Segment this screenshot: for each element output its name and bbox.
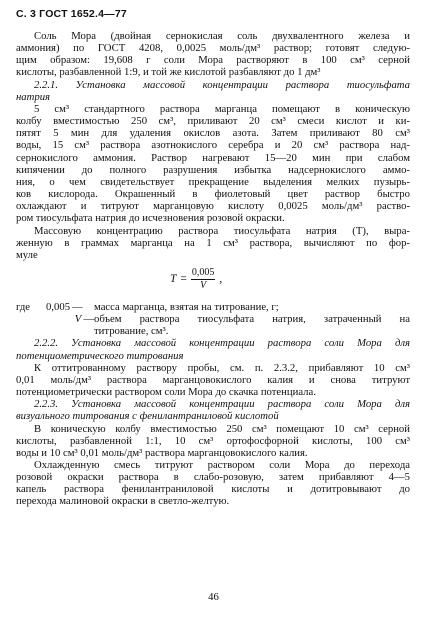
text-line: ния, о чем свидетельствует прекращение выделения мелких пузырь- bbox=[16, 175, 410, 188]
formula bbox=[170, 267, 222, 292]
text-line: ром тиосульфата натрия до исчезновения розовой окраски. bbox=[16, 212, 285, 225]
paragraph-procedure bbox=[16, 103, 410, 225]
heading-line: натрия bbox=[16, 90, 51, 103]
heading-line: 2.2.1. Установка массовой концентрации раствора тиосульфата bbox=[34, 78, 410, 91]
legend-key: V — bbox=[74, 313, 94, 326]
text-line: 5 см³ стандартного раствора марганца помещают в коническую bbox=[34, 102, 410, 115]
section-heading-2-2-3 bbox=[16, 398, 410, 422]
paragraph-potentiometric bbox=[16, 362, 410, 398]
paragraph-cooling bbox=[16, 459, 410, 508]
heading-line: визуального титрования с фенилантраниловой кислотой bbox=[16, 410, 279, 423]
text-line: Соль Мора (двойная сернокислая соль двухвалентного железа и bbox=[34, 30, 410, 42]
formula-block bbox=[16, 261, 410, 301]
section-heading-2-2-1 bbox=[16, 79, 410, 103]
page-header: С. 3 ГОСТ 1652.4—77 bbox=[16, 8, 127, 20]
heading-line: 2.2.2. Установка массовой концентрации раствора соли Мора для bbox=[34, 337, 410, 350]
text-line: В коническую колбу вместимостью 250 см³ помещают 10 см³ серной bbox=[34, 422, 410, 435]
text-line: сернокислого аммония. Раствор нагревают 15—20 мин при слабом bbox=[16, 151, 410, 164]
text-line: воды, 15 см³ раствора азотнокислого серебра и 20 см³ раствора над- bbox=[16, 139, 410, 152]
formula-legend bbox=[16, 301, 410, 337]
paragraph-visual-titration bbox=[16, 423, 410, 459]
formula-numerator: 0,005 bbox=[191, 266, 215, 278]
formula-equals: = bbox=[180, 273, 187, 286]
formula-fraction bbox=[191, 267, 216, 292]
section-heading-2-2-2 bbox=[16, 337, 410, 361]
legend-text: титрование, см³. bbox=[94, 325, 169, 338]
paragraph-mohr-salt bbox=[16, 30, 410, 79]
document-body bbox=[16, 30, 410, 508]
text-line: охлаждают и титруют марганцовую кислоту 0,0025 моль/дм³ раство- bbox=[16, 200, 410, 213]
heading-line: потенциометрического титрования bbox=[16, 349, 184, 362]
text-line: розовой окраски раствора в слабо-розовую, затем прибавляют 4—5 bbox=[16, 471, 410, 484]
text-line: кислоты, разбавленной 1:1, 10 см³ ортофосфорной кислоты, 100 см³ bbox=[16, 434, 410, 447]
formula-lhs: T bbox=[170, 273, 177, 286]
text-line: капель раствора фенилантраниловой кислоты и дотитровывают до bbox=[16, 483, 410, 496]
legend-lead: где bbox=[16, 300, 31, 313]
text-line: потенциометрически раствором соли Мора до скачка потенциала. bbox=[16, 386, 316, 399]
text-line: колбу вместимостью 250 см³, приливают 20 см³ смеси кислот и ки- bbox=[16, 115, 410, 128]
paragraph-concentration bbox=[16, 225, 410, 261]
text-line: кипячении до полного разрушения избытка надсернокислого аммо- bbox=[16, 163, 410, 176]
text-line: кислоты, разбавленной 1:9, и той же кислотой разбавляют до 1 дм³ bbox=[16, 66, 321, 79]
text-line: женную в граммах марганца на 1 см³ раствора, вычисляют по фор- bbox=[16, 236, 410, 249]
formula-denominator: V bbox=[200, 279, 207, 291]
legend-key: 0,005 — bbox=[46, 300, 83, 313]
text-line: ков кислорода. Окрашенный в фиолетовый цвет раствор быстро bbox=[16, 188, 410, 201]
legend-text: объем раствора тиосульфата натрия, затраченный на bbox=[94, 313, 410, 326]
text-line: перехода малиновой окраски в светло-желтую. bbox=[16, 495, 230, 508]
text-line: муле bbox=[16, 248, 38, 261]
text-line: щим образом: 19,608 г соли Мора растворяют в 100 см³ серной bbox=[16, 54, 410, 67]
legend-row bbox=[16, 301, 410, 313]
text-line: Массовую концентрацию раствора тиосульфата натрия (T), выра- bbox=[34, 224, 410, 237]
legend-text: масса марганца, взятая на титрование, г; bbox=[94, 300, 279, 313]
text-line: 0,01 моль/дм³ раствора марганцовокислого калия и снова титруют bbox=[16, 373, 410, 386]
legend-row bbox=[16, 313, 410, 325]
text-line: К оттитрованному раствору пробы, см. п. 2.3.2, прибавляют 10 см³ bbox=[34, 361, 410, 374]
text-line: пятят 5 мин для удаления окислов азота. Затем приливают 80 см³ bbox=[16, 127, 410, 140]
heading-line: 2.2.3. Установка массовой концентрации раствора соли Мора для bbox=[34, 398, 410, 411]
formula-comma: , bbox=[219, 273, 223, 286]
page-number: 46 bbox=[208, 591, 219, 603]
text-line: аммония) по ГОСТ 4208, 0,0025 моль/дм³ раствор; готовят следую- bbox=[16, 42, 410, 55]
text-line: воды и 10 см³ 0,01 моль/дм³ раствора марганцовокислого калия. bbox=[16, 446, 308, 459]
text-line: Охлажденную смесь титруют раствором соли Мора до перехода bbox=[34, 459, 410, 471]
